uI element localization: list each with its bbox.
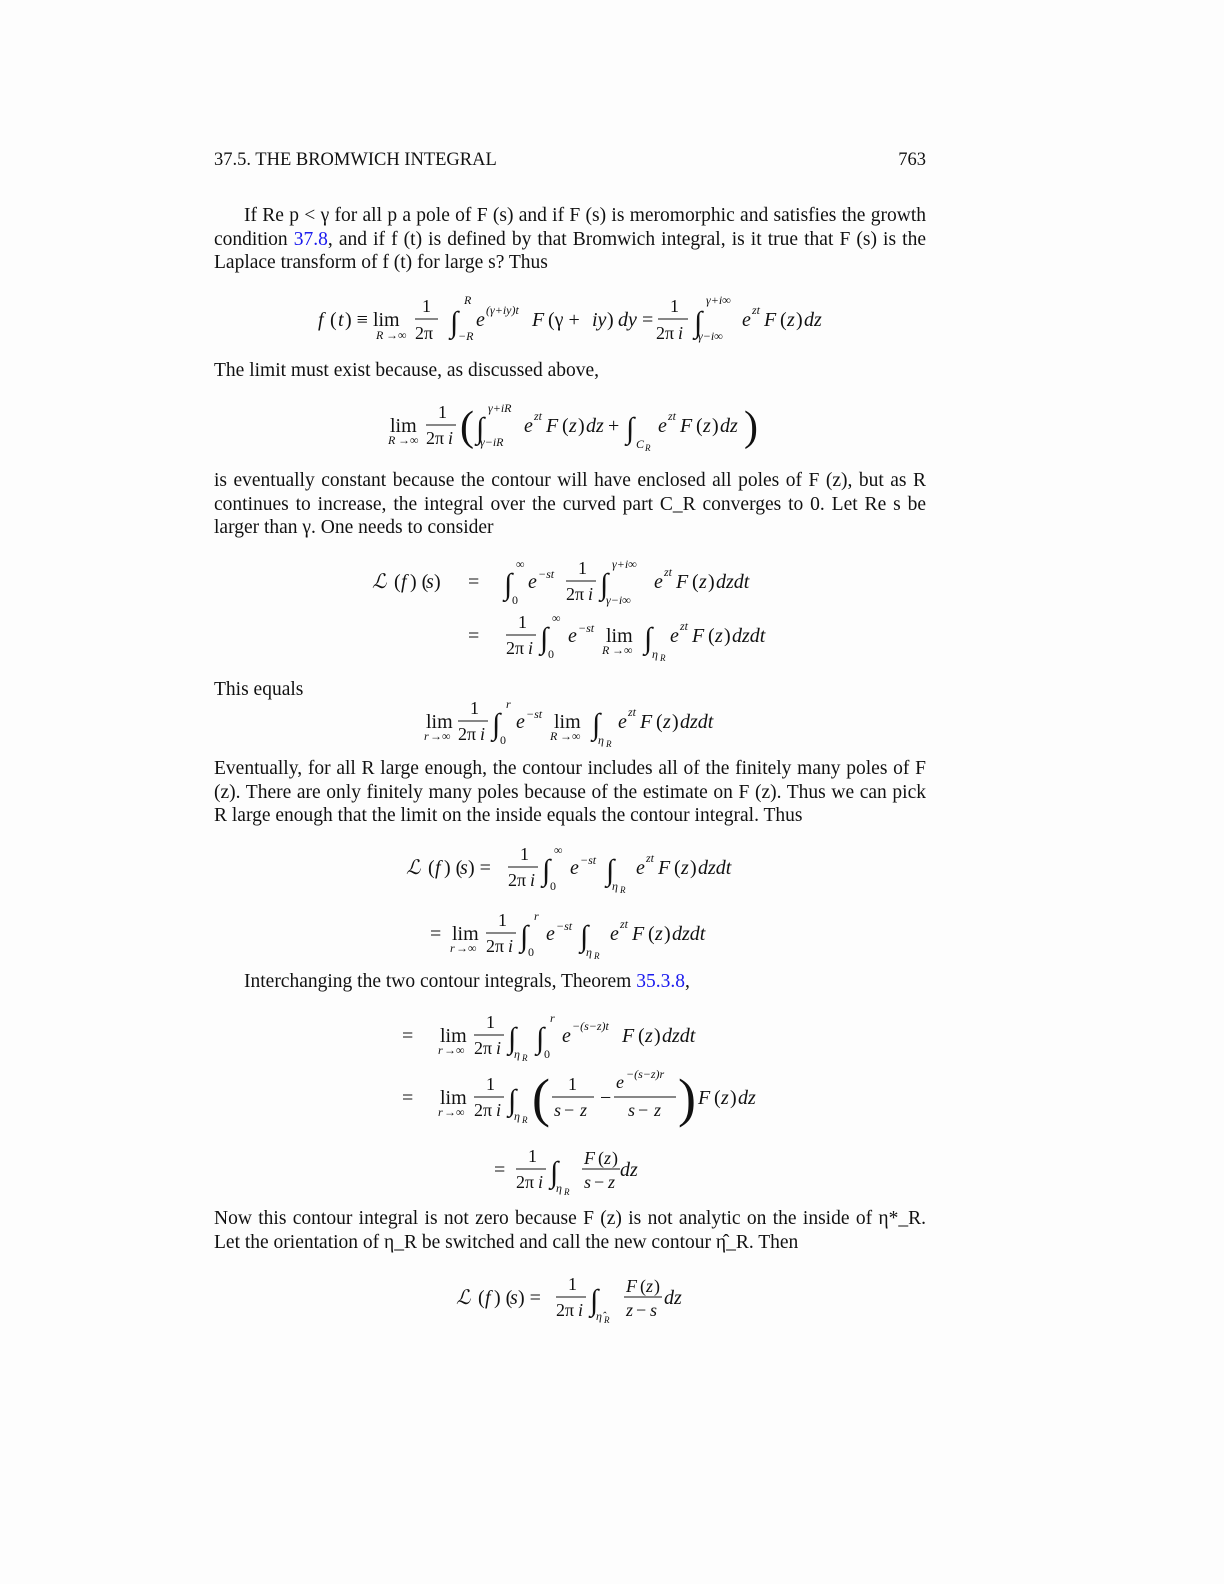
svg-text:) =: ) = — [468, 857, 491, 879]
svg-text:−(s−z)r: −(s−z)r — [626, 1067, 665, 1081]
svg-text:=: = — [468, 625, 480, 647]
svg-text:r: r — [506, 697, 511, 711]
equation-1 — [316, 290, 836, 350]
condition-reference-link[interactable]: 37.8 — [293, 228, 328, 250]
svg-text:∫: ∫ — [590, 1284, 599, 1317]
svg-text:i: i — [496, 1038, 502, 1058]
svg-text:F: F — [764, 309, 777, 331]
svg-text:∫: ∫ — [592, 708, 601, 741]
svg-text:i: i — [530, 870, 536, 890]
svg-text:i: i — [678, 323, 684, 343]
equation-9 — [456, 1268, 696, 1330]
svg-text:=: = — [642, 309, 654, 331]
svg-text:i: i — [528, 638, 534, 658]
svg-text:): ) — [724, 625, 731, 647]
svg-text:1: 1 — [578, 558, 587, 578]
svg-text:(: ( — [780, 309, 787, 331]
svg-text:e: e — [742, 309, 751, 331]
svg-text:F: F — [622, 1025, 635, 1047]
svg-text:(: ( — [656, 711, 663, 733]
svg-text:1: 1 — [470, 698, 479, 718]
equation-5 — [406, 840, 746, 898]
svg-text:1: 1 — [520, 844, 529, 864]
svg-text:lim: lim — [606, 625, 633, 647]
svg-text:(: ( — [708, 625, 715, 647]
svg-text:dzdt: dzdt — [732, 625, 766, 647]
svg-text:∫: ∫ — [504, 568, 513, 601]
svg-text:1: 1 — [568, 1074, 577, 1094]
svg-text:η: η — [556, 1181, 562, 1195]
svg-text:dz: dz — [804, 309, 822, 331]
svg-text:2π: 2π — [516, 1172, 535, 1192]
svg-text:F: F — [658, 857, 671, 879]
svg-text:s: s — [426, 571, 434, 593]
svg-text:r: r — [550, 1011, 555, 1025]
svg-text:2π: 2π — [426, 428, 445, 448]
svg-text:2π: 2π — [508, 870, 527, 890]
svg-text:(: ( — [674, 857, 681, 879]
svg-text:z: z — [699, 571, 707, 593]
svg-text:ℒ: ℒ — [456, 1287, 471, 1309]
svg-text:0: 0 — [528, 945, 534, 959]
svg-text:η̂: η̂ — [596, 1309, 602, 1323]
svg-text:∫: ∫ — [508, 1022, 517, 1055]
equation-3 — [372, 554, 772, 666]
svg-text:→∞: →∞ — [456, 941, 477, 955]
svg-text:R: R — [522, 1053, 528, 1063]
svg-text:t: t — [338, 309, 344, 331]
svg-text:z: z — [608, 1172, 616, 1192]
svg-text:=: = — [494, 1159, 506, 1181]
svg-text:∫: ∫ — [476, 412, 485, 445]
svg-text:2π: 2π — [656, 323, 675, 343]
svg-text:i: i — [480, 724, 486, 744]
svg-text:η: η — [612, 879, 618, 893]
svg-text:→∞: →∞ — [444, 1043, 465, 1057]
svg-text:−st: −st — [538, 567, 555, 581]
svg-text:R: R — [464, 293, 472, 307]
svg-text:r: r — [438, 1043, 443, 1057]
svg-text:e: e — [616, 1072, 624, 1092]
svg-text:=: = — [468, 571, 480, 593]
svg-text:−(s−z)t: −(s−z)t — [572, 1019, 609, 1033]
svg-text:e: e — [524, 415, 533, 437]
svg-text:): ) — [578, 415, 585, 437]
svg-text:∞: ∞ — [552, 611, 561, 625]
svg-text:F: F — [546, 415, 559, 437]
svg-text:γ+iR: γ+iR — [488, 401, 512, 415]
svg-text:(: ( — [330, 309, 337, 331]
svg-text:lim: lim — [554, 711, 581, 733]
svg-text:F: F — [626, 1276, 637, 1296]
svg-text:+: + — [608, 415, 620, 437]
svg-text:(: ( — [640, 1276, 646, 1296]
svg-text:→∞: →∞ — [398, 433, 419, 447]
svg-text:(: ( — [598, 1148, 604, 1168]
svg-text:γ+i∞: γ+i∞ — [612, 557, 637, 571]
svg-text:ℒ: ℒ — [406, 857, 421, 879]
svg-text:−: − — [564, 1100, 575, 1120]
svg-text:R: R — [620, 885, 626, 895]
equation-8 — [494, 1140, 654, 1200]
svg-text:(: ( — [638, 1025, 645, 1047]
svg-text:∫: ∫ — [540, 622, 549, 655]
svg-text:1: 1 — [486, 1074, 495, 1094]
svg-text:dy: dy — [618, 309, 637, 331]
svg-text:2π: 2π — [474, 1100, 493, 1120]
svg-text:zt: zt — [664, 565, 673, 579]
svg-text:∫: ∫ — [694, 306, 703, 339]
svg-text:): ) — [607, 309, 614, 331]
svg-text:e: e — [568, 625, 577, 647]
svg-text:→∞: →∞ — [386, 328, 407, 342]
page-number: 763 — [898, 150, 926, 170]
paragraph-5: Eventually, for all R large enough, the contour includes all of the finitely many poles of F (z). There are only finitely many poles because of the estimate on F (z). Thus we can pick R large enough that the limit on the inside equals the contour integral. Thus — [214, 758, 926, 827]
svg-text:dz: dz — [720, 415, 738, 437]
svg-text:∫: ∫ — [492, 708, 501, 741]
svg-text:=: = — [430, 923, 442, 945]
svg-text:0: 0 — [500, 733, 506, 747]
svg-text:e: e — [618, 711, 627, 733]
svg-text:(: ( — [460, 404, 474, 450]
paragraph-1 — [214, 204, 926, 275]
svg-text:f: f — [318, 309, 324, 331]
svg-text:η: η — [514, 1047, 520, 1061]
svg-text:r: r — [450, 941, 455, 955]
svg-text:→∞: →∞ — [560, 729, 581, 743]
svg-text:z: z — [626, 1300, 634, 1320]
svg-text:→∞: →∞ — [612, 643, 633, 657]
svg-text:∫: ∫ — [508, 1084, 517, 1117]
svg-text:−: − — [636, 1300, 647, 1320]
svg-text:) ≡ lim: ) ≡ lim — [345, 309, 400, 331]
svg-text:∫: ∫ — [550, 1156, 559, 1189]
svg-text:η: η — [652, 647, 658, 661]
svg-text:2π: 2π — [474, 1038, 493, 1058]
svg-text:e: e — [516, 711, 525, 733]
svg-text:r: r — [534, 909, 539, 923]
svg-text:2π: 2π — [486, 936, 505, 956]
svg-text:lim: lim — [390, 415, 417, 437]
svg-text:1: 1 — [568, 1274, 577, 1294]
svg-text:∫: ∫ — [600, 568, 609, 601]
svg-text:R: R — [550, 729, 558, 743]
svg-text:C: C — [636, 437, 645, 451]
svg-text:s: s — [510, 1287, 518, 1309]
paragraph-1-text-a: If Re p < γ for all p a pole of F (s) and if F (s) is meromorphic and satisfies the growth condition — [214, 205, 926, 250]
svg-text:dzdt: dzdt — [716, 571, 750, 593]
svg-text:1: 1 — [528, 1146, 537, 1166]
svg-text:R: R — [606, 739, 612, 749]
svg-text:1: 1 — [438, 402, 447, 422]
svg-text:∫: ∫ — [542, 854, 551, 887]
svg-text:1: 1 — [486, 1012, 495, 1032]
svg-text:): ) — [678, 1068, 696, 1128]
svg-text:(: ( — [562, 415, 569, 437]
svg-text:): ) — [796, 309, 803, 331]
svg-text:e: e — [562, 1025, 571, 1047]
svg-text:s: s — [554, 1100, 562, 1120]
svg-text:F: F — [698, 1087, 711, 1109]
svg-text:z: z — [654, 1100, 662, 1120]
svg-text:η: η — [514, 1109, 520, 1123]
svg-text:zt: zt — [668, 409, 677, 423]
svg-text:F: F — [692, 625, 705, 647]
svg-text:→∞: →∞ — [430, 729, 451, 743]
svg-text:R: R — [660, 653, 666, 663]
svg-text:R: R — [388, 433, 396, 447]
svg-text:): ) — [612, 1148, 618, 1168]
svg-text:F: F — [640, 711, 653, 733]
svg-text:): ) — [730, 1087, 737, 1109]
svg-text:dz: dz — [586, 415, 604, 437]
svg-text:R: R — [594, 951, 600, 961]
svg-text:zt: zt — [752, 303, 761, 317]
svg-text:dzdt: dzdt — [672, 923, 706, 945]
svg-text:): ) — [744, 404, 758, 450]
paragraph-1-text-b: , and if f (t) is defined by that Bromwich integral, is it true that F (s) is the Laplace transform of f (t) for large s? Thus — [214, 228, 926, 274]
svg-text:∫: ∫ — [644, 622, 653, 655]
svg-text:z: z — [787, 309, 795, 331]
paragraph-3: is eventually constant because the contour will have enclosed all poles of F (z), but as R continues to increase, the integral over the curved part C_R converges to 0. Let Re s be larger than γ. One needs to consider — [214, 470, 926, 539]
svg-text:iy: iy — [592, 309, 607, 331]
svg-text:F: F — [584, 1148, 595, 1168]
svg-text:) (: ) ( — [444, 857, 463, 879]
svg-text:dz: dz — [664, 1287, 682, 1309]
svg-text:zt: zt — [680, 619, 689, 633]
svg-text:2π: 2π — [415, 323, 434, 343]
svg-text:(: ( — [692, 571, 699, 593]
theorem-reference-link[interactable]: 35.3.8 — [636, 971, 685, 992]
svg-text:) (: ) ( — [410, 571, 429, 593]
svg-text:f: f — [485, 1287, 491, 1309]
svg-text:1: 1 — [422, 296, 431, 316]
svg-text:zt: zt — [620, 917, 629, 931]
svg-text:z: z — [569, 415, 577, 437]
svg-text:e: e — [570, 857, 579, 879]
svg-text:e: e — [528, 571, 537, 593]
svg-text:e: e — [658, 415, 667, 437]
svg-text:F: F — [680, 415, 693, 437]
svg-text:∫: ∫ — [606, 854, 615, 887]
svg-text:z: z — [655, 923, 663, 945]
svg-text:∫: ∫ — [450, 306, 459, 339]
svg-text:0: 0 — [548, 647, 554, 661]
svg-text:i: i — [496, 1100, 502, 1120]
svg-text:e: e — [636, 857, 645, 879]
paragraph-6-text-b: , — [684, 971, 690, 992]
svg-text:γ+i∞: γ+i∞ — [706, 293, 731, 307]
svg-text:R: R — [564, 1187, 570, 1197]
svg-text:s: s — [650, 1300, 658, 1320]
svg-text:−st: −st — [556, 919, 573, 933]
svg-text:γ−i∞: γ−i∞ — [698, 329, 723, 343]
svg-text:z: z — [604, 1148, 612, 1168]
svg-text:2π: 2π — [458, 724, 477, 744]
svg-text:1: 1 — [518, 612, 527, 632]
svg-text:): ) — [708, 571, 715, 593]
svg-text:): ) — [434, 571, 441, 593]
svg-text:e: e — [476, 309, 485, 331]
equation-4 — [424, 694, 724, 752]
svg-text:lim: lim — [426, 711, 453, 733]
svg-text:zt: zt — [534, 409, 543, 423]
svg-text:η: η — [586, 945, 592, 959]
svg-text:e: e — [610, 923, 619, 945]
paragraph-6 — [244, 971, 690, 993]
svg-text:lim: lim — [440, 1087, 467, 1109]
svg-text:∞: ∞ — [516, 557, 525, 571]
svg-text:(: ( — [428, 857, 435, 879]
svg-text:(: ( — [648, 923, 655, 945]
svg-text:i: i — [448, 428, 454, 448]
svg-text:s: s — [584, 1172, 592, 1192]
svg-text:dzdt: dzdt — [680, 711, 714, 733]
svg-text:1: 1 — [498, 910, 507, 930]
paragraph-6-text-a: Interchanging the two contour integrals, Theorem — [244, 971, 637, 992]
svg-text:=: = — [402, 1025, 414, 1047]
svg-text:0: 0 — [544, 1047, 550, 1061]
svg-text:) (: ) ( — [494, 1287, 513, 1309]
paragraph-4: This equals — [214, 679, 304, 700]
svg-text:(γ+iy)t: (γ+iy)t — [486, 303, 519, 317]
svg-text:1: 1 — [670, 296, 679, 316]
svg-text:−st: −st — [580, 853, 597, 867]
svg-text:−: − — [638, 1100, 649, 1120]
svg-text:(: ( — [696, 415, 703, 437]
svg-text:): ) — [664, 923, 671, 945]
svg-text:→∞: →∞ — [444, 1105, 465, 1119]
svg-text:e: e — [654, 571, 663, 593]
paragraph-7: Now this contour integral is not zero because F (z) is not analytic on the inside of η*_R. Let the orientation of η_R be switched and call the new contour η̂_R. Then — [214, 1208, 926, 1253]
svg-text:γ−i∞: γ−i∞ — [606, 593, 631, 607]
equation-2 — [388, 396, 760, 454]
svg-text:−: − — [600, 1087, 612, 1109]
svg-text:dzdt: dzdt — [662, 1025, 696, 1047]
svg-text:i: i — [578, 1300, 584, 1320]
svg-text:r: r — [438, 1105, 443, 1119]
svg-text:R: R — [645, 443, 651, 453]
svg-text:): ) — [672, 711, 679, 733]
svg-text:∫: ∫ — [536, 1022, 545, 1055]
svg-text:∞: ∞ — [554, 843, 563, 857]
svg-text:F: F — [676, 571, 689, 593]
svg-text:dz: dz — [620, 1159, 638, 1181]
svg-text:ℒ: ℒ — [372, 571, 387, 593]
svg-text:i: i — [538, 1172, 544, 1192]
svg-text:z: z — [663, 711, 671, 733]
svg-text:∫: ∫ — [580, 920, 589, 953]
svg-text:z: z — [715, 625, 723, 647]
svg-text:−st: −st — [578, 621, 595, 635]
svg-text:=: = — [402, 1087, 414, 1109]
svg-text:dz: dz — [738, 1087, 756, 1109]
svg-text:R: R — [604, 1315, 610, 1325]
svg-text:γ−iR: γ−iR — [480, 435, 504, 449]
svg-text:0: 0 — [550, 879, 556, 893]
svg-text:z: z — [580, 1100, 588, 1120]
svg-text:R: R — [376, 328, 384, 342]
svg-text:): ) — [654, 1025, 661, 1047]
svg-text:r: r — [424, 729, 429, 743]
svg-text:f: f — [435, 857, 441, 879]
svg-text:): ) — [690, 857, 697, 879]
svg-text:∫: ∫ — [626, 412, 635, 445]
svg-text:): ) — [654, 1276, 660, 1296]
svg-text:R: R — [522, 1115, 528, 1125]
svg-text:z: z — [646, 1276, 654, 1296]
svg-text:lim: lim — [452, 923, 479, 945]
running-header-section: 37.5. THE BROMWICH INTEGRAL — [214, 150, 497, 170]
svg-text:z: z — [681, 857, 689, 879]
svg-text:zt: zt — [628, 705, 637, 719]
svg-text:lim: lim — [440, 1025, 467, 1047]
svg-text:∫: ∫ — [520, 920, 529, 953]
equation-7 — [400, 1006, 770, 1136]
svg-text:): ) — [712, 415, 719, 437]
svg-text:) =: ) = — [518, 1287, 541, 1309]
svg-text:2π: 2π — [566, 584, 585, 604]
svg-text:2π: 2π — [506, 638, 525, 658]
svg-text:z: z — [721, 1087, 729, 1109]
svg-text:f: f — [401, 571, 407, 593]
svg-text:0: 0 — [512, 593, 518, 607]
svg-text:(: ( — [478, 1287, 485, 1309]
svg-text:(: ( — [394, 571, 401, 593]
svg-text:−st: −st — [526, 707, 543, 721]
svg-text:i: i — [508, 936, 514, 956]
svg-text:F: F — [632, 923, 645, 945]
svg-text:s: s — [460, 857, 468, 879]
svg-text:z: z — [645, 1025, 653, 1047]
svg-text:e: e — [546, 923, 555, 945]
svg-text:(γ +: (γ + — [548, 309, 580, 331]
paragraph-2: The limit must exist because, as discussed above, — [214, 360, 600, 381]
svg-text:(: ( — [532, 1068, 550, 1128]
svg-text:−R: −R — [458, 329, 474, 343]
svg-text:2π: 2π — [556, 1300, 575, 1320]
svg-text:z: z — [703, 415, 711, 437]
svg-text:R: R — [602, 643, 610, 657]
equation-6 — [430, 906, 720, 964]
svg-text:−: − — [594, 1172, 605, 1192]
svg-text:(: ( — [714, 1087, 721, 1109]
svg-text:i: i — [588, 584, 594, 604]
svg-text:zt: zt — [646, 851, 655, 865]
svg-text:η: η — [598, 733, 604, 747]
svg-text:dzdt: dzdt — [698, 857, 732, 879]
svg-text:F: F — [532, 309, 545, 331]
svg-text:e: e — [670, 625, 679, 647]
svg-text:s: s — [628, 1100, 636, 1120]
